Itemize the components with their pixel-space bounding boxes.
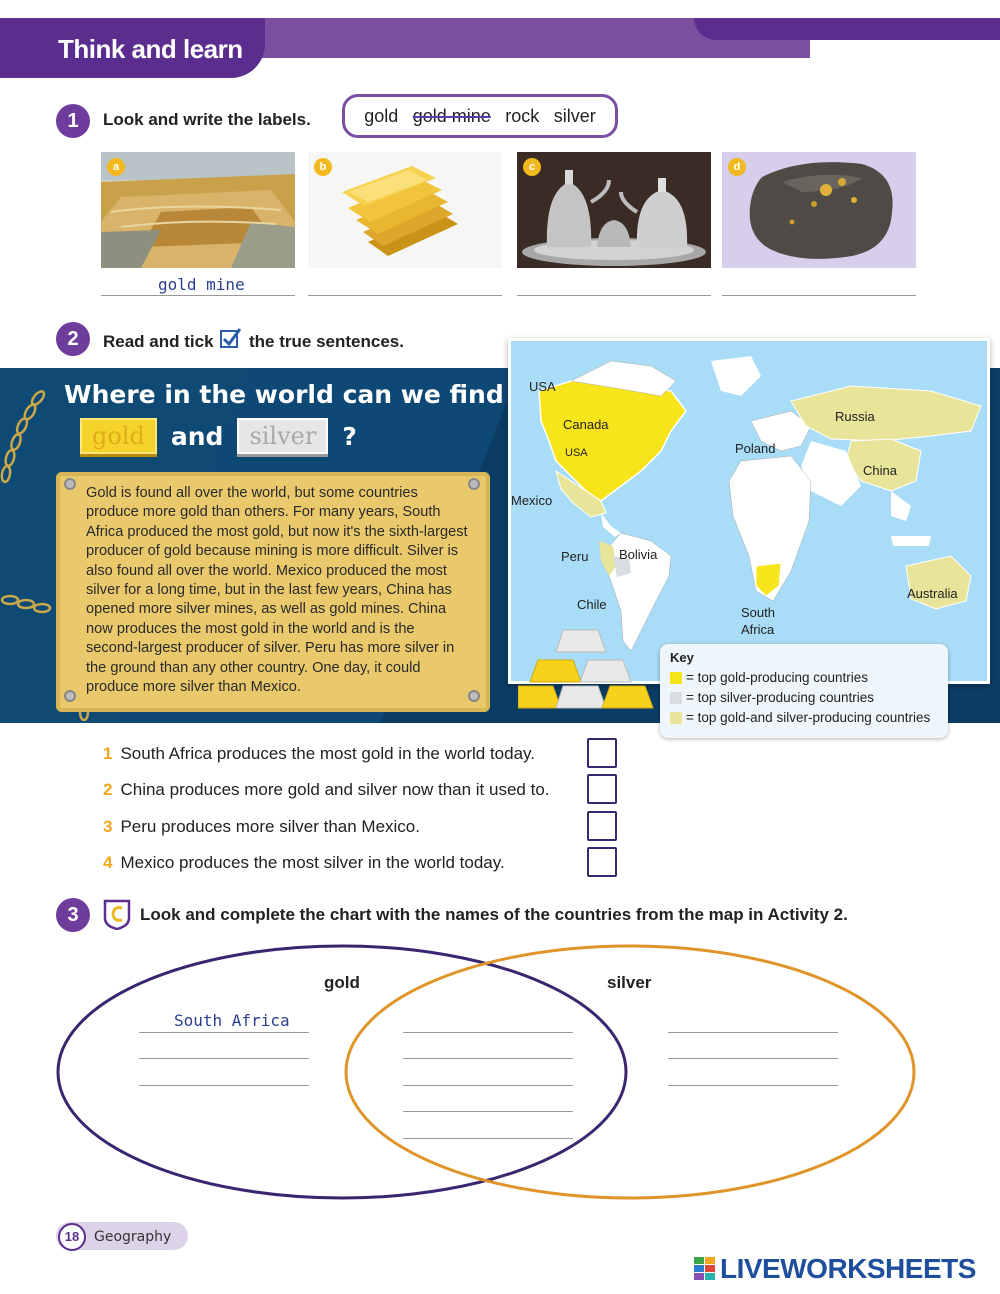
word-gold-mine: gold mine [412,105,491,126]
both-answer-line[interactable] [403,1085,573,1086]
map-label-russia: Russia [835,409,875,424]
map-label-bolivia: Bolivia [619,547,658,562]
gold-chip: gold [80,418,157,454]
gold-answer-line[interactable] [139,1032,309,1033]
silver-answer-line[interactable] [668,1085,838,1086]
sentence-number: 1 [103,744,113,763]
title-question: ? [342,421,357,451]
both-answer-line[interactable] [403,1138,573,1139]
sentence-2 [103,780,550,800]
activity-2-instruction [103,328,404,352]
tick-box-3[interactable] [587,811,617,841]
swatch-both [670,712,682,724]
key-row-both [670,710,938,725]
tick-icon [220,328,242,350]
swatch-silver [670,692,682,704]
silver-chip: silver [237,418,328,454]
critical-thinking-icon [102,898,132,930]
liveworksheets-logo-icon [694,1257,716,1281]
venn-label-silver: silver [607,973,652,992]
photo-gold-bars [308,152,502,268]
screw-icon [468,690,480,702]
tick-box-1[interactable] [587,738,617,768]
photo-gold-rock [722,152,916,268]
panel-title-line-2 [80,414,357,458]
map-label-mexico: Mexico [511,493,553,508]
map-key [660,644,948,738]
word-rock: rock [505,105,540,126]
sentence-text: China produces more gold and silver now than it used to. [120,780,550,799]
tick-box-4[interactable] [587,847,617,877]
both-answer-line[interactable] [403,1032,573,1033]
answer-line-b[interactable] [308,295,502,296]
map-label-peru: Peru [561,549,589,564]
header-right-tab [694,18,1000,40]
activity-2-instruction-end: the true sentences. [249,332,404,351]
key-gold-label: = top gold-producing countries [686,670,868,685]
venn-label-gold: gold [324,973,360,992]
reading-text-card [56,472,490,712]
gold-answer-text: South Africa [174,1011,290,1030]
map-label-south-africa-2: Africa [741,622,775,637]
map-label-usa-top: USA [529,379,556,394]
sentence-number: 4 [103,853,113,872]
reading-text: Gold is found all over the world, but some countries produce more gold than others. For many years, South Africa produced the most gold, but now it's the sixth-largest producer of gold because mining is more difficult. Silver is also found all over the world. Mexico produced the most silver for a long time, but in the last few years, China has opened more silver mines, as well as gold mines. China now produces the most gold in the world and is the second-largest producer of silver. Peru has more silver in the ground than any other country. One day, it could produce more silver than Mexico. [86,485,468,696]
swatch-gold [670,672,682,684]
gold-answer-line[interactable] [139,1085,309,1086]
liveworksheets-brand: LIVEWORKSHEETS [720,1253,976,1284]
panel-title: Where in the world can we find [64,380,504,409]
map-label-canada: Canada [563,417,609,432]
sentence-1 [103,744,535,764]
answer-a-text: gold mine [158,275,245,294]
venn-diagram [0,940,1000,1240]
sentence-number: 2 [103,780,113,799]
photo-letter-c: c [523,158,541,176]
title-and: and [170,421,224,451]
screw-icon [64,690,76,702]
map-label-australia: Australia [907,586,958,601]
map-label-chile: Chile [577,597,607,612]
both-answer-line[interactable] [403,1111,573,1112]
key-both-label: = top gold-and silver-producing countries [686,710,931,725]
silver-answer-line[interactable] [668,1032,838,1033]
answer-line-d[interactable] [722,295,916,296]
map-label-usa: USA [565,447,588,459]
footer-subject: Geography [94,1229,172,1245]
sentence-text: Mexico produces the most silver in the world today. [120,853,505,872]
page-title: Think and learn [58,34,243,64]
map-label-china: China [863,463,897,478]
answer-line-a[interactable] [101,295,295,296]
sentence-text: South Africa produces the most gold in the world today. [120,744,536,763]
screw-icon [468,478,480,490]
word-box [342,94,618,138]
photo-letter-d: d [728,158,746,176]
sentence-number: 3 [103,817,113,836]
activity-3-instruction: Look and complete the chart with the names of the countries from the map in Activity 2. [140,905,848,924]
key-row-silver [670,690,938,705]
map-label-poland: Poland [735,441,776,456]
tick-box-2[interactable] [587,774,617,804]
key-title: Key [670,650,694,665]
page-number: 18 [58,1223,86,1251]
sentence-4 [103,853,505,873]
activity-1-instruction: Look and write the labels. [103,110,311,129]
photo-gold-mine [101,152,295,268]
photo-letter-b: b [314,158,332,176]
activity-2-instruction-start: Read and tick [103,332,214,351]
activity-2-number: 2 [56,322,90,356]
activity-1-number: 1 [56,104,90,138]
liveworksheets-logo [694,1253,976,1285]
photo-silver-teaset [517,152,711,268]
sentence-3 [103,817,420,837]
screw-icon [64,478,76,490]
answer-line-c[interactable] [517,295,711,296]
silver-answer-line[interactable] [668,1058,838,1059]
map-label-south-africa-1: South [741,605,775,620]
gold-silver-bars-icon [518,620,668,710]
photo-letter-a: a [107,158,125,176]
gold-answer-line[interactable] [139,1058,309,1059]
both-answer-line[interactable] [403,1058,573,1059]
activity-3-number: 3 [56,898,90,932]
key-silver-label: = top silver-producing countries [686,690,874,705]
sentence-text: Peru produces more silver than Mexico. [120,817,420,836]
word-gold: gold [364,105,399,126]
word-silver: silver [553,105,596,126]
key-row-gold [670,670,938,685]
